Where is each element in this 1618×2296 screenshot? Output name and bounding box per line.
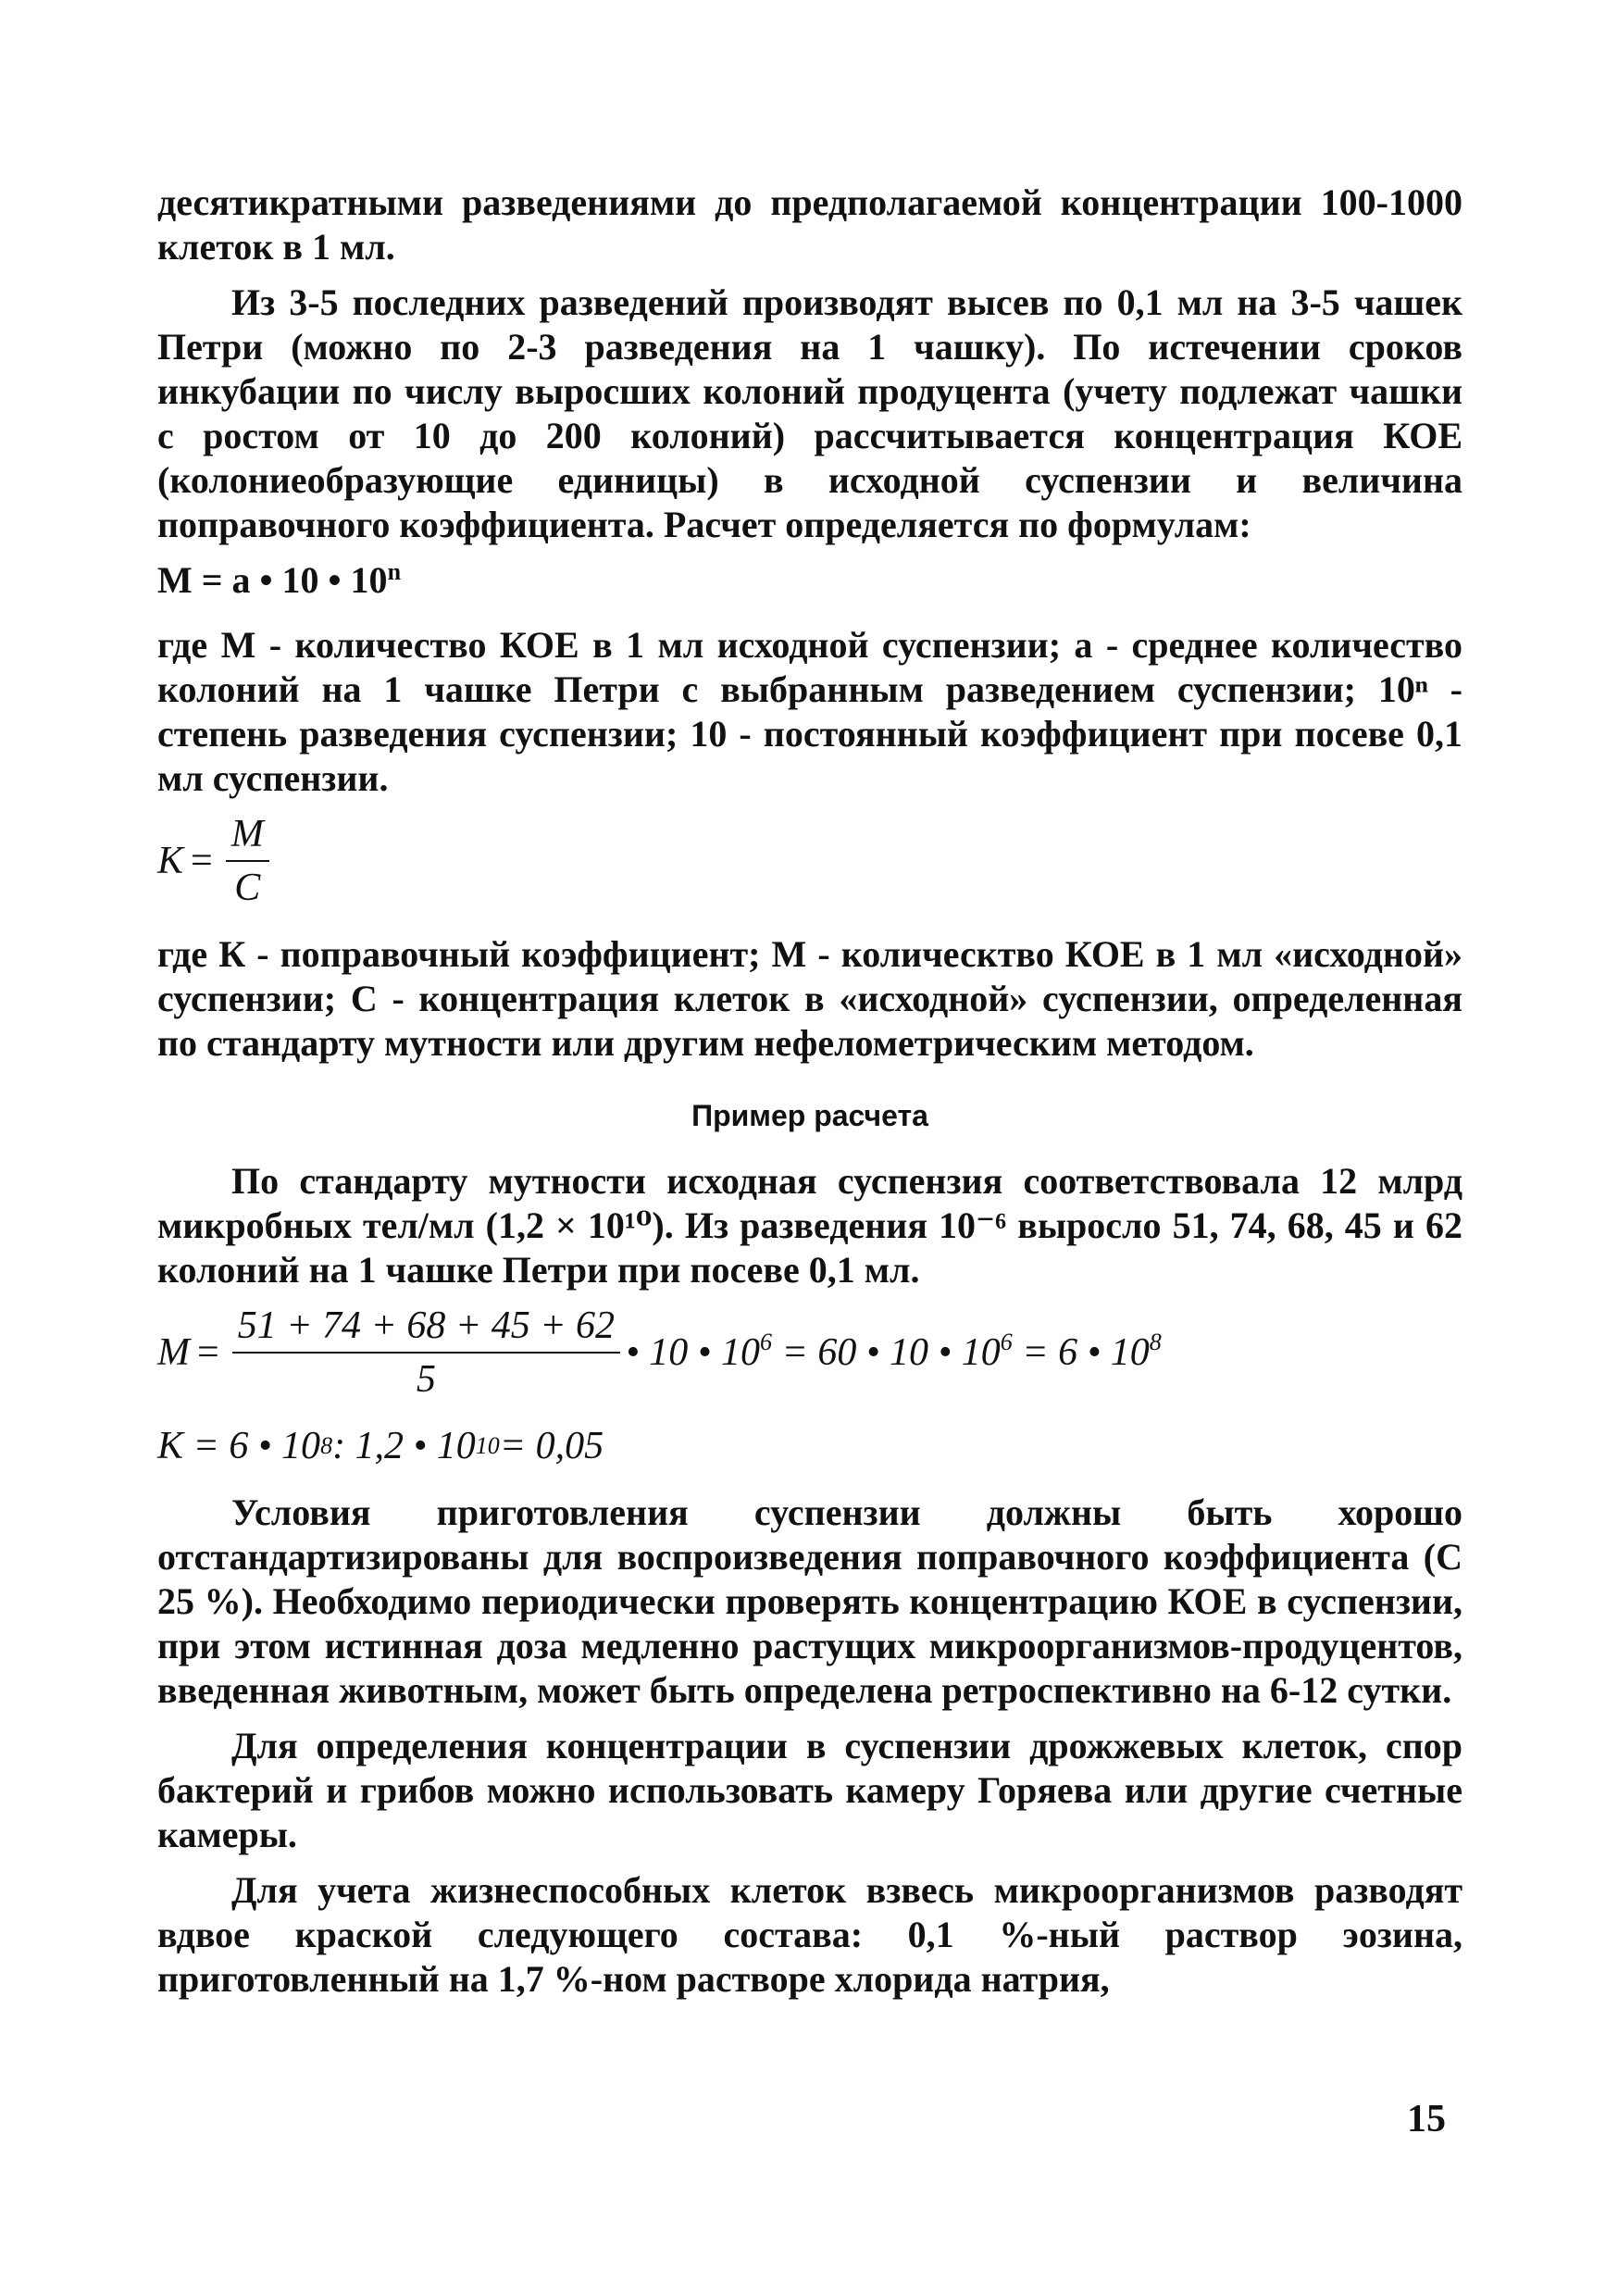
paragraph-8: Для учета жизнеспособных клеток взвесь микроорганизмов разводят вдвое краской следующего состава: 0,1 %-ный раствор эозина, приготовленный на 1,7 %-ном растворе хлорида натрия, (157, 1869, 1462, 2000)
calc-m-term-3: = 6 • 10 (1022, 1331, 1150, 1374)
formula-k-eq: = (191, 840, 213, 882)
paragraph-2: Из 3-5 последних разведений производят высев по 0,1 мл на 3-5 чашек Петри (можно по 2-3 разведения на 1 чашку). По истечении сроков инкубации по числу выросших колоний продуцента (учету подлежат чашки с ростом от 10 до 200 колоний) рассчитывается концентрация КОЕ (колониеобразующие единицы) в исходной суспензии и величина поправочного коэффициента. Расчет определяется по формулам: (157, 281, 1462, 545)
page-body (157, 181, 1462, 2013)
section-heading: Пример расчета (691, 1099, 928, 1132)
calc-m-lhs: M (157, 1331, 190, 1374)
calc-m-exp-2: 6 (1000, 1329, 1013, 1355)
formula-m (157, 558, 1462, 603)
formula-k (157, 812, 1462, 910)
formula-k-numerator: M (226, 812, 269, 862)
formula-m-base: M = a • 10 • 10 (157, 559, 388, 601)
formula-k-fraction (226, 812, 269, 910)
paragraph-1: десятикратными разведениями до предполагаемой концентрации 100-1000 клеток в 1 мл. (157, 181, 1462, 268)
calc-k-term-3: = 0,05 (499, 1425, 604, 1467)
calc-k-term-2: : 1,2 • 10 (332, 1425, 476, 1467)
calc-m-eq: = (197, 1331, 219, 1374)
paragraph-5: По стандарту мутности исходная суспензия соответствовала 12 млрд микробных тел/мл (1,2 × 10¹⁰). Из разведения 10⁻⁶ выросло 51, 74, 68, 45 и 62 колоний на 1 чашке Петри при посеве 0,1 мл. (157, 1160, 1462, 1291)
paragraph-3: где M - количество КОЕ в 1 мл исходной суспензии; а - среднее количество колоний на 1 чашке Петри с выбранным разведением суспензии; 10ⁿ - степень разведения суспензии; 10 - постоянный коэффициент при посеве 0,1 мл суспензии. (157, 624, 1462, 799)
calc-m-exp-3: 8 (1149, 1329, 1162, 1355)
formula-k-lhs: K (157, 840, 184, 882)
calc-m-fraction (232, 1304, 620, 1402)
formula-m-exp: n (387, 558, 402, 585)
formula-k-denominator: C (234, 867, 261, 909)
calc-k-term-1: K = 6 • 10 (157, 1425, 321, 1467)
calc-m-denominator: 5 (416, 1358, 436, 1401)
paragraph-7: Для определения концентрации в суспензии дрожжевых клеток, спор бактерий и грибов можно использовать камеру Горяева или другие счетные камеры. (157, 1725, 1462, 1855)
calc-m-term-1: • 10 • 10 (626, 1331, 760, 1374)
calc-m-exp-1: 6 (759, 1329, 772, 1355)
calc-m-rest (626, 1330, 1162, 1375)
calc-m-numerator: 51 + 74 + 68 + 45 + 62 (232, 1304, 620, 1354)
calc-m (157, 1304, 1462, 1402)
calc-m-term-2: = 60 • 10 • 10 (781, 1331, 1001, 1374)
page-number: 15 (1407, 2098, 1446, 2140)
paragraph-6: Условия приготовления суспензии должны быть хорошо отстандартизированы для воспроизведения поправочного коэффициента (С 25 %). Необходимо периодически проверять концентрацию КОЕ в суспензии, при этом истинная доза медленно растущих микроорганизмов-продуцентов, введенная животным, может быть определена ретроспективно на 6-12 сутки. (157, 1491, 1462, 1711)
calc-k: K = 6 • 10 8 : 1,2 • 10 10 = 0,05 (157, 1425, 604, 1467)
paragraph-4: где К - поправочный коэффициент; М - колическтво КОЕ в 1 мл «исходной» суспензии; С - концентрация клеток в «исходной» суспензии, определенная по стандарту мутности или другим нефелометрическим методом. (157, 933, 1462, 1064)
